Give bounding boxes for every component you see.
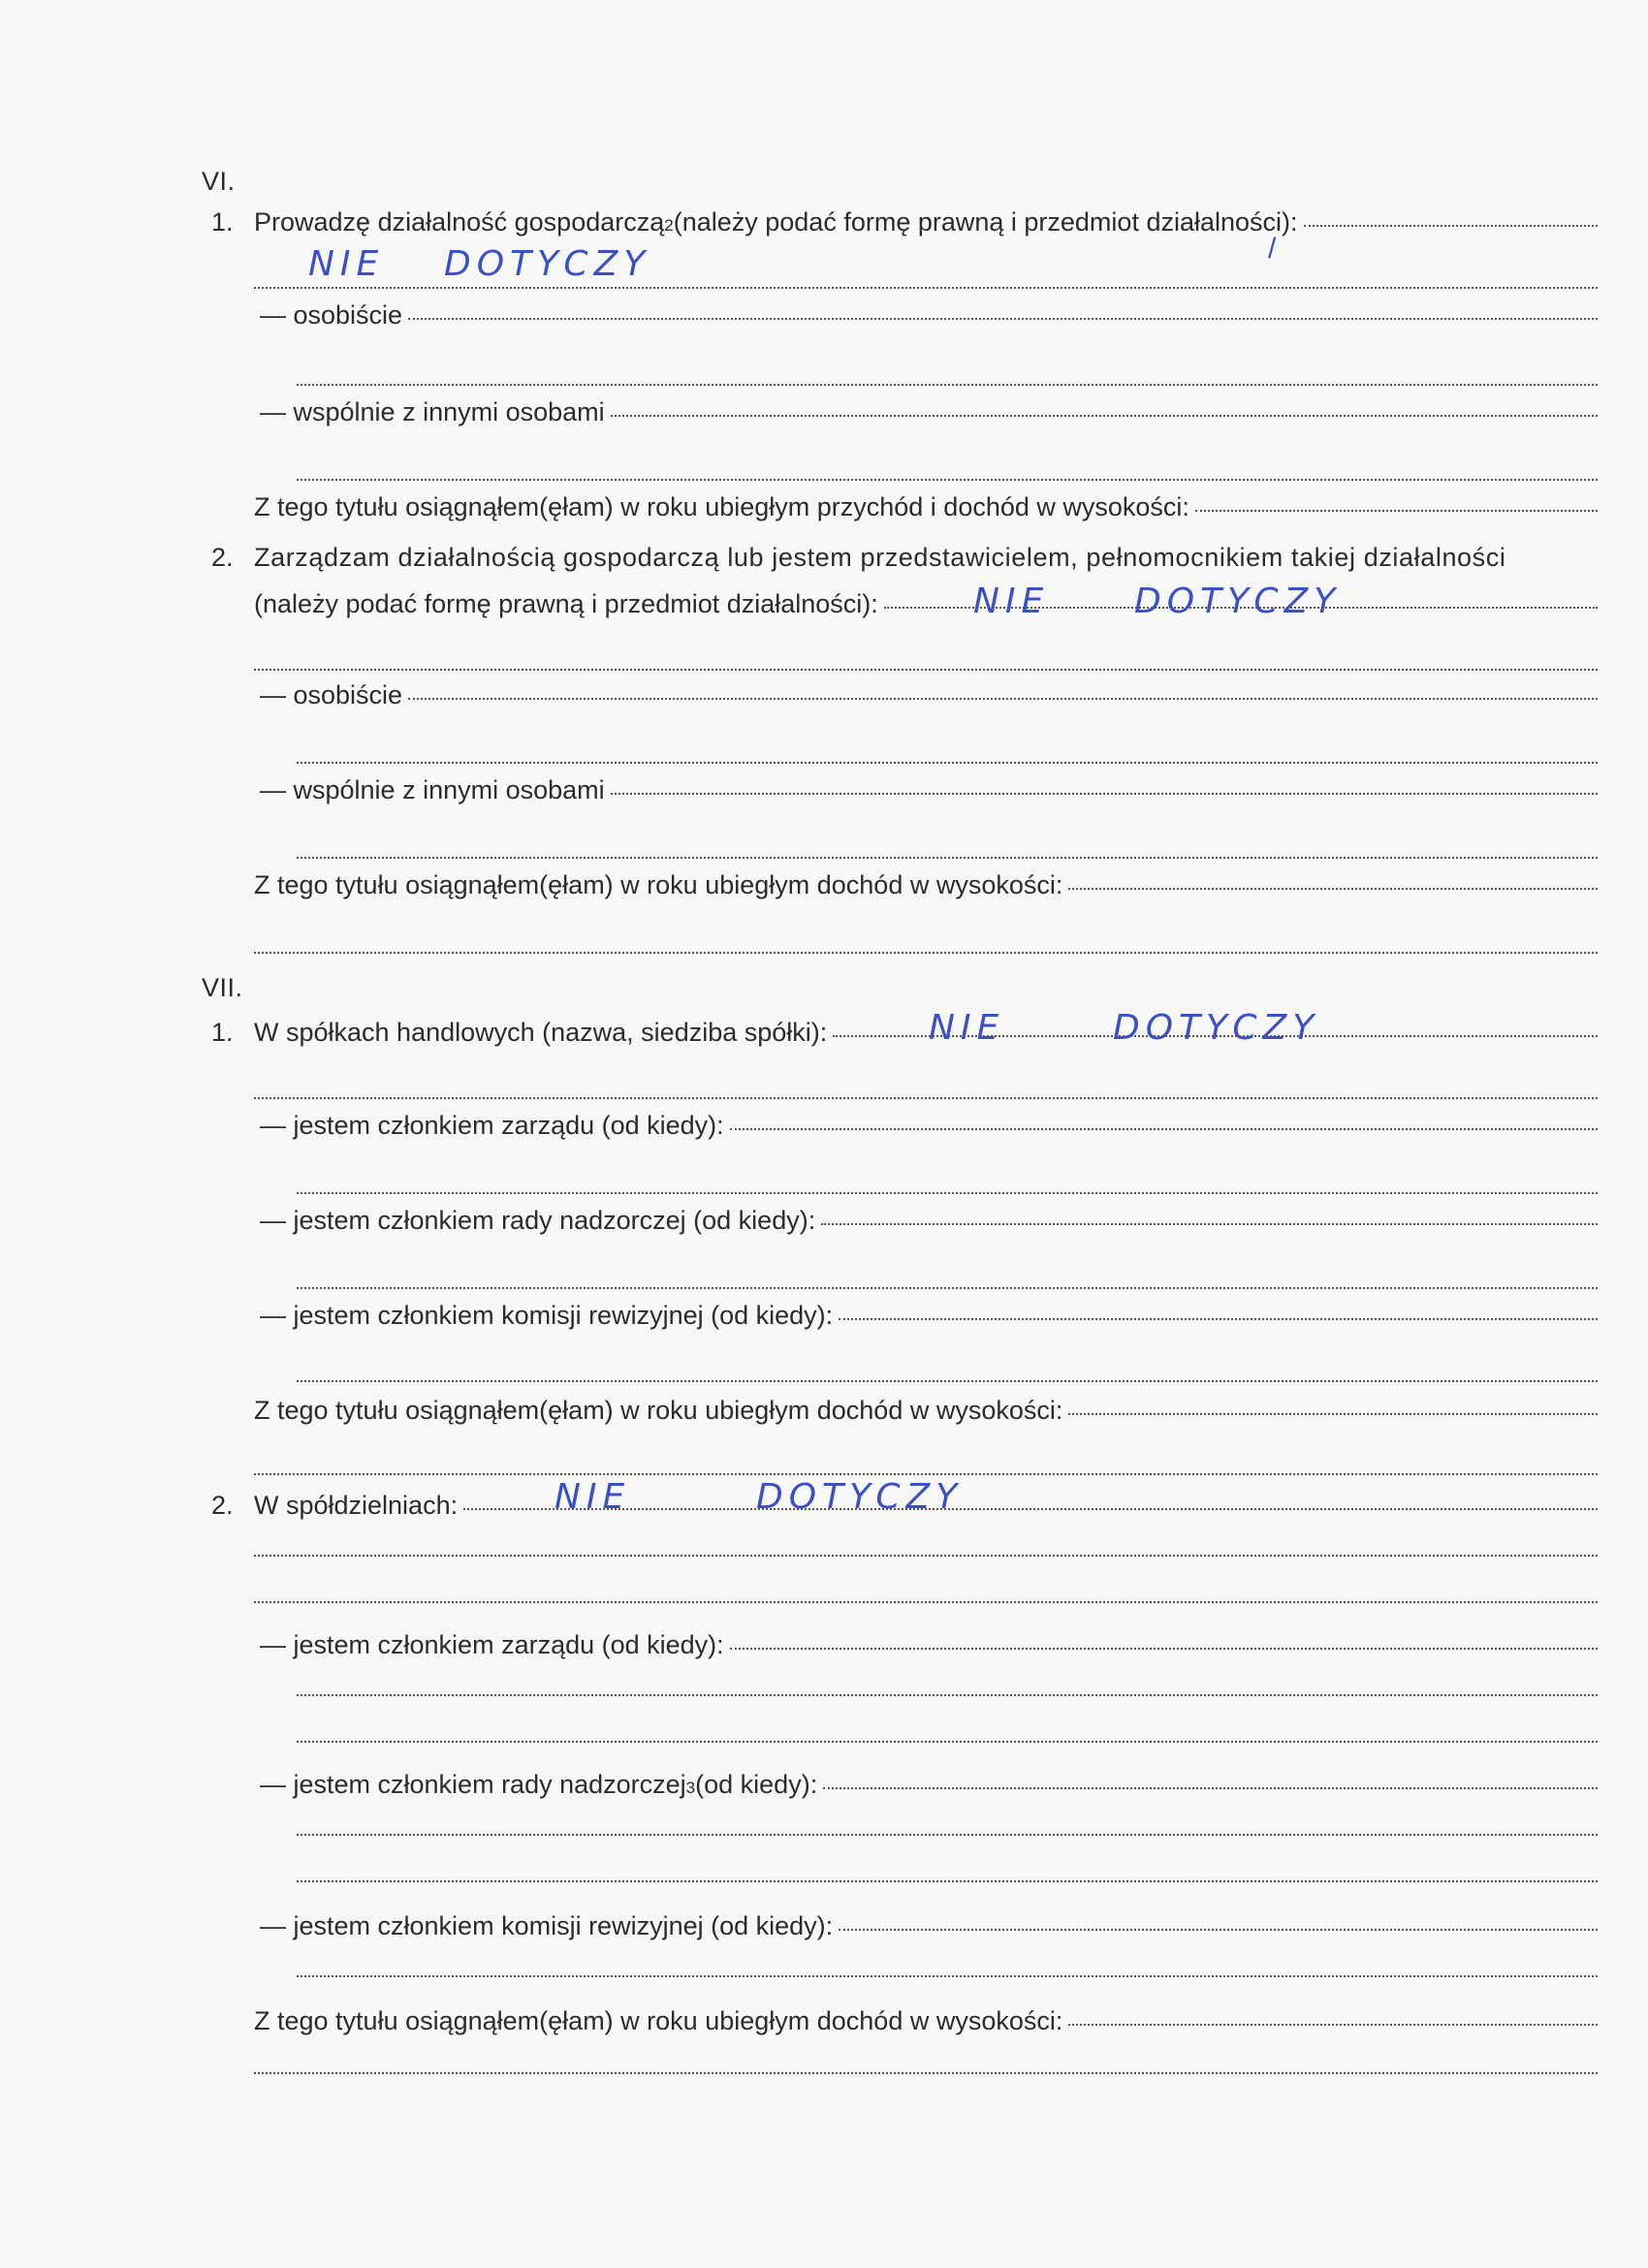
- vi-item1-field[interactable]: [1304, 224, 1598, 227]
- vi-item1-text-a: Prowadzę działalność gospodarczą: [254, 207, 665, 236]
- vii-item1-income-line[interactable]: [254, 1473, 1598, 1475]
- vi-item2-personal-line[interactable]: [297, 762, 1598, 764]
- ink-slash-mark: /: [1268, 233, 1277, 265]
- vi-item2-income-line[interactable]: [254, 952, 1598, 954]
- vii-item2-supervisory-label-b: (od kiedy):: [695, 1770, 818, 1799]
- vii-item1-audit-row: [260, 1301, 1598, 1331]
- vi-item1-joint-row: [260, 397, 1598, 427]
- section-vi-heading: VI.: [202, 167, 236, 196]
- vi-item1-question: [254, 207, 1598, 237]
- vii-item2-audit-row: [260, 1911, 1598, 1941]
- footnote-3: 3: [685, 1779, 696, 1797]
- vii-item1-board-field[interactable]: [730, 1127, 1598, 1130]
- vii-item1-question: [254, 1018, 1598, 1048]
- vi-item1-answer-b: DOTYCZY: [444, 244, 651, 284]
- vii-item2-board-line-1[interactable]: [297, 1694, 1598, 1696]
- vi-item2-personal-row: [260, 680, 1598, 710]
- vi-item2-text-line1: [254, 543, 1598, 573]
- vii-item2-board-line-2[interactable]: [297, 1741, 1598, 1743]
- vi-item2-income-row: [254, 870, 1598, 900]
- vii-item1-supervisory-label: — jestem członkiem rady nadzorczej (od kiedy):: [260, 1206, 816, 1235]
- vi-item2-joint-field[interactable]: [611, 792, 1598, 795]
- vii-item2-income-label: Z tego tytułu osiągnąłem(ęłam) w roku ubiegłym dochód w wysokości:: [254, 2006, 1063, 2035]
- vi-item1-income-row: [254, 492, 1598, 522]
- vii-item1-audit-field[interactable]: [839, 1317, 1598, 1320]
- vii-item1-supervisory-line[interactable]: [297, 1287, 1598, 1289]
- vii-item2-supervisory-line-2[interactable]: [297, 1880, 1598, 1882]
- vii-item1-supervisory-field[interactable]: [821, 1222, 1598, 1225]
- vi-item2-text-line1-label: Zarządzam działalnością gospodarczą lub jestem przedstawicielem, pełnomocnikiem takiej działalności: [254, 543, 1506, 572]
- vii-item2-answer-line-1[interactable]: [254, 1555, 1598, 1557]
- vii-item1-income-label: Z tego tytułu osiągnąłem(ęłam) w roku ubiegłym dochód w wysokości:: [254, 1396, 1063, 1425]
- vi-item1-number: 1.: [211, 207, 234, 236]
- vi-item2-answer-b: DOTYCZY: [1134, 582, 1342, 621]
- vii-item2-board-field[interactable]: [730, 1647, 1598, 1650]
- vi-item1-text-b: (należy podać formę prawną i przedmiot działalności):: [673, 207, 1298, 236]
- vi-item1-answer-a: NIE: [308, 244, 385, 284]
- vii-item2-supervisory-field[interactable]: [823, 1786, 1598, 1789]
- vii-item1-board-row: [260, 1111, 1598, 1141]
- vi-item2-answer-a: NIE: [973, 582, 1050, 621]
- vii-item2-number: 2.: [211, 1491, 234, 1520]
- vi-item2-answer-line[interactable]: [254, 669, 1598, 671]
- vii-item2-answer-line-2[interactable]: [254, 1601, 1598, 1603]
- vii-item1-board-line[interactable]: [297, 1192, 1598, 1194]
- vii-item2-audit-label: — jestem członkiem komisji rewizyjnej (od kiedy):: [260, 1911, 834, 1940]
- vi-item2-number: 2.: [211, 543, 234, 572]
- vii-item2-answer-a: NIE: [555, 1477, 631, 1517]
- vii-item1-number: 1.: [211, 1018, 234, 1047]
- vi-item2-personal-label: — osobiście: [260, 680, 403, 709]
- vi-item2-income-field[interactable]: [1068, 887, 1598, 890]
- vi-item1-personal-row: [260, 300, 1598, 331]
- vii-item1-text: W spółkach handlowych (nazwa, siedziba spółki):: [254, 1018, 828, 1047]
- vi-item2-question-line2: [254, 589, 1598, 619]
- vi-item1-joint-label: — wspólnie z innymi osobami: [260, 397, 605, 426]
- vi-item2-joint-label: — wspólnie z innymi osobami: [260, 775, 605, 804]
- vii-item1-income-row: [254, 1396, 1598, 1426]
- vi-item1-personal-label: — osobiście: [260, 300, 403, 330]
- vii-item1-answer-b: DOTYCZY: [1113, 1008, 1320, 1048]
- vii-item1-audit-line[interactable]: [297, 1380, 1598, 1382]
- vii-item1-audit-label: — jestem członkiem komisji rewizyjnej (od kiedy):: [260, 1301, 834, 1330]
- vii-item2-supervisory-line-1[interactable]: [297, 1834, 1598, 1836]
- vi-item2-text-line2: (należy podać formę prawną i przedmiot działalności):: [254, 589, 878, 618]
- vii-item2-answer-b: DOTYCZY: [756, 1477, 964, 1517]
- vii-item2-audit-field[interactable]: [839, 1928, 1598, 1931]
- vii-item1-supervisory-row: [260, 1206, 1598, 1236]
- vii-item2-board-row: [260, 1630, 1598, 1660]
- vi-item1-income-label: Z tego tytułu osiągnąłem(ęłam) w roku ubiegłym przychód i dochód w wysokości:: [254, 492, 1189, 521]
- vi-item1-joint-line[interactable]: [297, 479, 1598, 481]
- vii-item2-income-field[interactable]: [1068, 2023, 1598, 2026]
- vii-item2-income-line[interactable]: [254, 2072, 1598, 2074]
- vi-item1-personal-line[interactable]: [297, 384, 1598, 386]
- vii-item2-supervisory-row: [260, 1770, 1598, 1800]
- vii-item2-board-label: — jestem członkiem zarządu (od kiedy):: [260, 1630, 724, 1659]
- vii-item1-answer-line[interactable]: [254, 1097, 1598, 1099]
- vii-item2-supervisory-label-a: — jestem członkiem rady nadzorczej: [260, 1770, 686, 1799]
- vi-item1-personal-field[interactable]: [408, 317, 1598, 320]
- footnote-2: 2: [664, 216, 674, 235]
- vii-item2-audit-line[interactable]: [297, 1975, 1598, 1977]
- section-vii-heading: VII.: [202, 973, 243, 1002]
- vi-item2-joint-row: [260, 775, 1598, 805]
- vi-item1-joint-field[interactable]: [611, 414, 1598, 417]
- vi-item1-answer-line[interactable]: [254, 287, 1598, 289]
- vii-item2-income-row: [254, 2006, 1598, 2036]
- vi-item2-personal-field[interactable]: [408, 697, 1598, 700]
- vii-item1-board-label: — jestem członkiem zarządu (od kiedy):: [260, 1111, 724, 1140]
- vii-item1-income-field[interactable]: [1068, 1412, 1598, 1415]
- vii-item1-answer-a: NIE: [929, 1008, 1005, 1048]
- vi-item2-income-label: Z tego tytułu osiągnąłem(ęłam) w roku ubiegłym dochód w wysokości:: [254, 870, 1063, 899]
- vii-item2-field[interactable]: [463, 1507, 1598, 1510]
- vi-item1-income-field[interactable]: [1195, 509, 1598, 512]
- vii-item2-text: W spółdzielniach:: [254, 1491, 459, 1520]
- vi-item2-joint-line[interactable]: [297, 857, 1598, 859]
